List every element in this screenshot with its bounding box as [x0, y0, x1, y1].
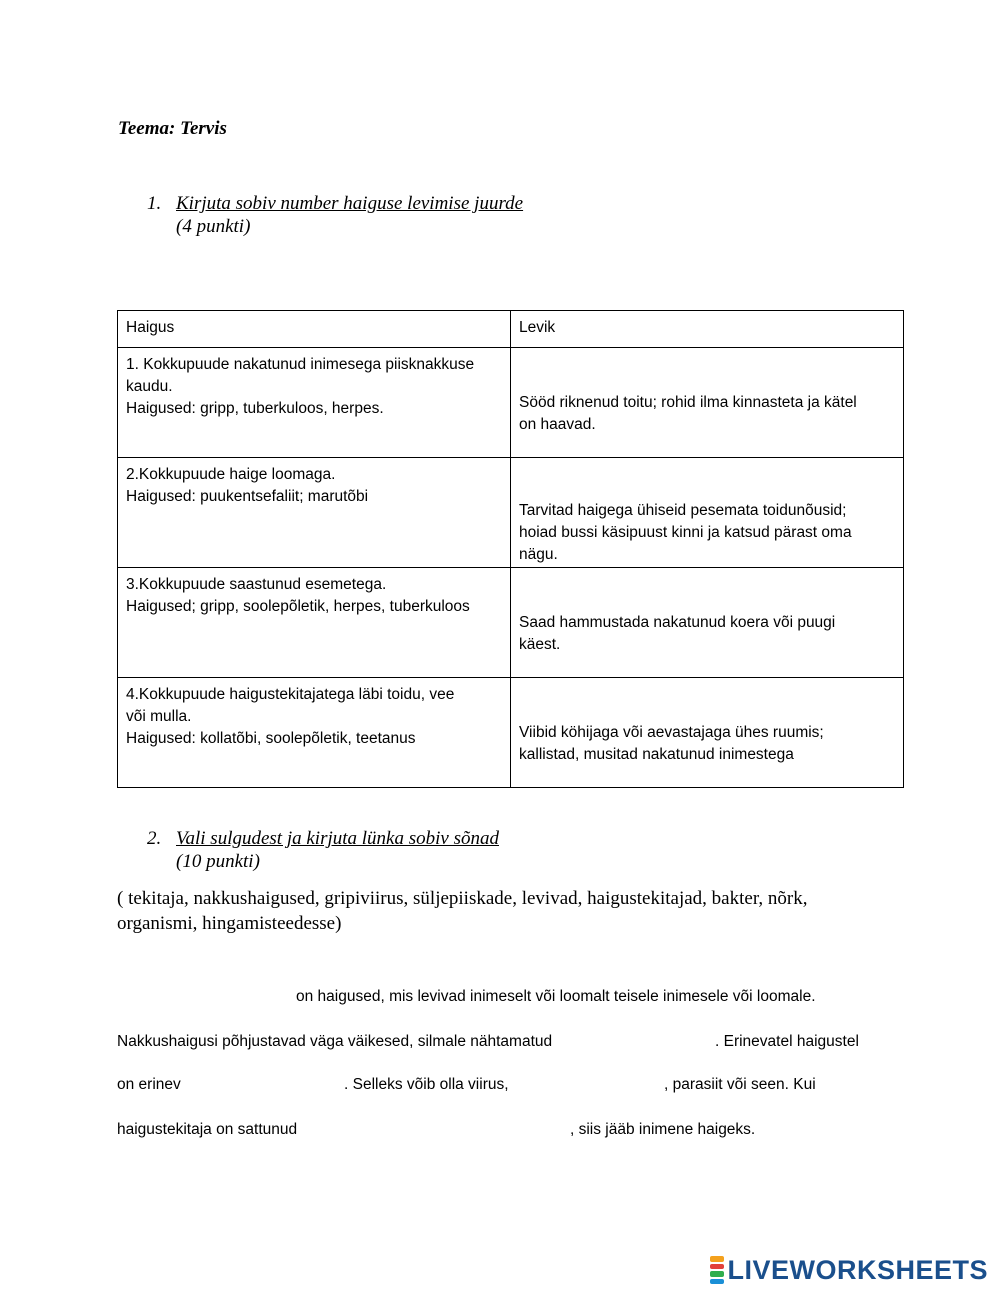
- question-2-number: 2.: [147, 828, 162, 849]
- logo-icon-block: [710, 1264, 724, 1270]
- haigus-line: Haigused: kollatõbi, soolepõletik, teetanus: [126, 730, 416, 747]
- levik-line: käest.: [519, 636, 561, 653]
- table-row: [118, 458, 904, 568]
- levik-cell: [511, 348, 904, 458]
- gap-text-line3-start: on erinev: [117, 1076, 181, 1093]
- gap-text-line4-start: haigustekitaja on sattunud: [117, 1121, 298, 1138]
- haigus-line: 4.Kokkupuude haigustekitajatega läbi toidu, vee: [126, 686, 455, 703]
- haigus-line: Haigused: gripp, tuberkuloos, herpes.: [126, 400, 384, 417]
- levik-cell: [511, 678, 904, 788]
- logo-icon-block: [710, 1256, 724, 1262]
- question-1-title: Kirjuta sobiv number haiguse levimise juurde: [176, 193, 524, 214]
- haigus-line: Haigused: puukentsefaliit; marutõbi: [126, 488, 369, 505]
- haigus-cell: [118, 458, 511, 568]
- haigus-line: või mulla.: [126, 708, 192, 725]
- gap-text-line4-end: , siis jääb inimene haigeks.: [570, 1121, 756, 1138]
- header-levik: Levik: [511, 311, 904, 348]
- gap-text-line3-end: , parasiit või seen. Kui: [664, 1076, 816, 1093]
- table-row: [118, 678, 904, 788]
- levik-cell: [511, 568, 904, 678]
- logo-icon: [710, 1255, 724, 1285]
- table-row: [118, 348, 904, 458]
- levik-line: Sööd riknenud toitu; rohid ilma kinnasteta ja kätel: [519, 394, 857, 411]
- table-header-row: [118, 311, 904, 348]
- matching-table: [117, 310, 904, 788]
- question-1-number: 1.: [147, 193, 162, 214]
- word-bank-line: ( tekitaja, nakkushaigused, gripiviirus, süljepiiskade, levivad, haigustekitajad, bakter, nõrk,: [117, 888, 808, 909]
- liveworksheets-logo: [710, 1253, 988, 1287]
- haigus-cell: [118, 568, 511, 678]
- haigus-line: 3.Kokkupuude saastunud esemetega.: [126, 576, 387, 593]
- haigus-line: 1. Kokkupuude nakatunud inimesega piisknakkuse: [126, 356, 475, 373]
- levik-line: Saad hammustada nakatunud koera või puugi: [519, 614, 836, 631]
- word-bank: [117, 886, 877, 936]
- logo-icon-block: [710, 1279, 724, 1285]
- levik-line: Tarvitad haigega ühiseid pesemata toidunõusid;: [519, 502, 847, 519]
- haigus-cell: [118, 678, 511, 788]
- question-1-points: (4 punkti): [176, 216, 251, 237]
- question-2-title: Vali sulgudest ja kirjuta lünka sobiv sõnad: [176, 828, 499, 849]
- table-row: [118, 568, 904, 678]
- levik-line: Viibid köhijaga või aevastajaga ühes ruumis;: [519, 724, 824, 741]
- gap-text-line1: on haigused, mis levivad inimeselt või loomalt teisele inimesele või loomale.: [296, 988, 816, 1005]
- gap-text-line2-start: Nakkushaigusi põhjustavad väga väikesed, silmale nähtamatud: [117, 1033, 553, 1050]
- question-2-points: (10 punkti): [176, 851, 260, 872]
- levik-line: nägu.: [519, 546, 558, 563]
- logo-icon-block: [710, 1271, 724, 1277]
- haigus-line: Haigused; gripp, soolepõletik, herpes, tuberkuloos: [126, 598, 470, 615]
- haigus-cell: [118, 348, 511, 458]
- haigus-line: 2.Kokkupuude haige loomaga.: [126, 466, 336, 483]
- topic-title: Teema: Tervis: [118, 118, 227, 139]
- haigus-line: kaudu.: [126, 378, 173, 395]
- levik-line: kallistad, musitad nakatunud inimestega: [519, 746, 794, 763]
- gap-text-line3-mid: . Selleks võib olla viirus,: [344, 1076, 509, 1093]
- levik-cell: [511, 458, 904, 568]
- logo-text: LIVEWORKSHEETS: [727, 1254, 988, 1285]
- word-bank-line: organismi, hingamisteedesse): [117, 913, 342, 934]
- levik-line: hoiad bussi käsipuust kinni ja katsud pärast oma: [519, 524, 852, 541]
- header-haigus: Haigus: [118, 311, 511, 348]
- levik-line: on haavad.: [519, 416, 596, 433]
- gap-text-line2-end: . Erinevatel haigustel: [715, 1033, 859, 1050]
